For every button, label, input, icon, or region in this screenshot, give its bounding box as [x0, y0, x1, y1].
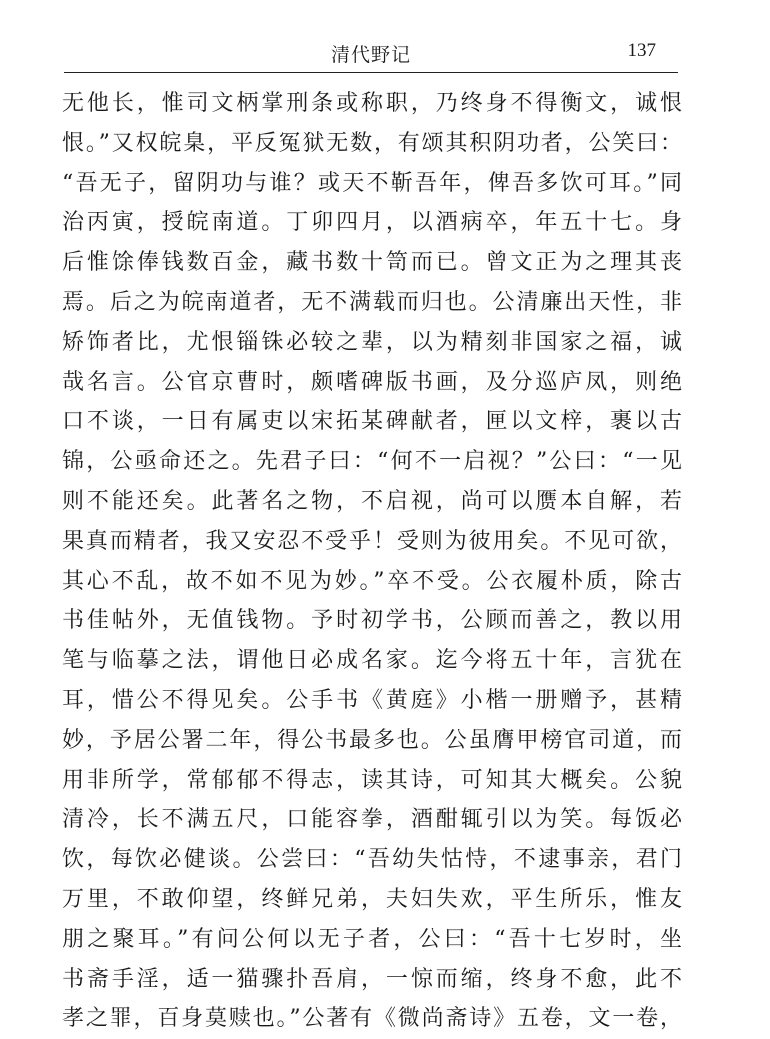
text-line: 口不谈，一日有属吏以宋拓某碑献者，匣以文梓，裹以古	[62, 409, 682, 435]
text-line: 锦，公亟命还之。先君子曰：“何不一启视？”公曰：“一见	[62, 449, 682, 475]
text-line: 孝之罪，百身莫赎也。”公著有《微尚斋诗》五卷，文一卷，	[62, 1006, 682, 1032]
text-line: 治丙寅，授皖南道。丁卯四月，以酒病卒，年五十七。身	[62, 210, 682, 236]
text-line: 耳，惜公不得见矣。公手书《黄庭》小楷一册赠予，甚精	[62, 687, 682, 713]
text-line: 万里，不敢仰望，终鲜兄弟，夫妇失欢，平生所乐，惟友	[62, 886, 682, 912]
text-line: 恨。”又权皖臬，平反冤狱无数，有颂其积阴功者，公笑曰：	[62, 130, 682, 156]
running-header	[64, 34, 678, 73]
text-line: 朋之聚耳。”有问公何以无子者，公曰：“吾十七岁时，坐	[62, 926, 682, 952]
page-number: 137	[627, 40, 656, 61]
text-line: 用非所学，常郁郁不得志，读其诗，可知其大概矣。公貌	[62, 767, 682, 793]
text-line: 则不能还矣。此著名之物，不启视，尚可以赝本自解，若	[62, 488, 682, 514]
text-line: 矫饰者比，尤恨锱铢必较之辈，以为精刻非国家之福，诚	[62, 329, 682, 355]
body-text	[62, 84, 682, 1039]
text-line: “吾无子，留阴功与谁？或天不靳吾年，俾吾多饮可耳。”同	[62, 170, 682, 196]
text-line: 无他长，惟司文柄掌刑条或称职，乃终身不得衡文，诚恨	[62, 91, 682, 116]
text-line: 焉。后之为皖南道者，无不满载而归也。公清廉出天性，非	[62, 289, 682, 315]
text-line: 其心不乱，故不如不见为妙。”卒不受。公衣履朴质，除古	[62, 568, 682, 594]
text-line: 果真而精者，我又安忍不受乎！受则为彼用矣。不见可欲，	[62, 528, 682, 554]
text-line: 饮，每饮必健谈。公尝曰：“吾幼失怙恃，不逮事亲，君门	[62, 847, 682, 873]
text-line: 书佳帖外，无值钱物。予时初学书，公顾而善之，教以用	[62, 608, 682, 634]
text-line: 清冷，长不满五尺，口能容拳，酒酣辄引以为笑。每饭必	[62, 807, 682, 833]
text-line: 哉名言。公官京曹时，颇嗜碑版书画，及分巡庐凤，则绝	[62, 369, 682, 395]
text-line: 笔与临摹之法，谓他日必成名家。迄今将五十年，言犹在	[62, 648, 682, 674]
text-line: 书斋手淫，适一猫骤扑吾肩，一惊而缩，终身不愈，此不	[62, 966, 682, 992]
book-title: 清代野记	[330, 44, 411, 66]
text-line: 后惟馀俸钱数百金，藏书数十笥而已。曾文正为之理其丧	[62, 250, 682, 276]
text-line: 妙，予居公署二年，得公书最多也。公虽膺甲榜官司道，而	[62, 727, 682, 753]
